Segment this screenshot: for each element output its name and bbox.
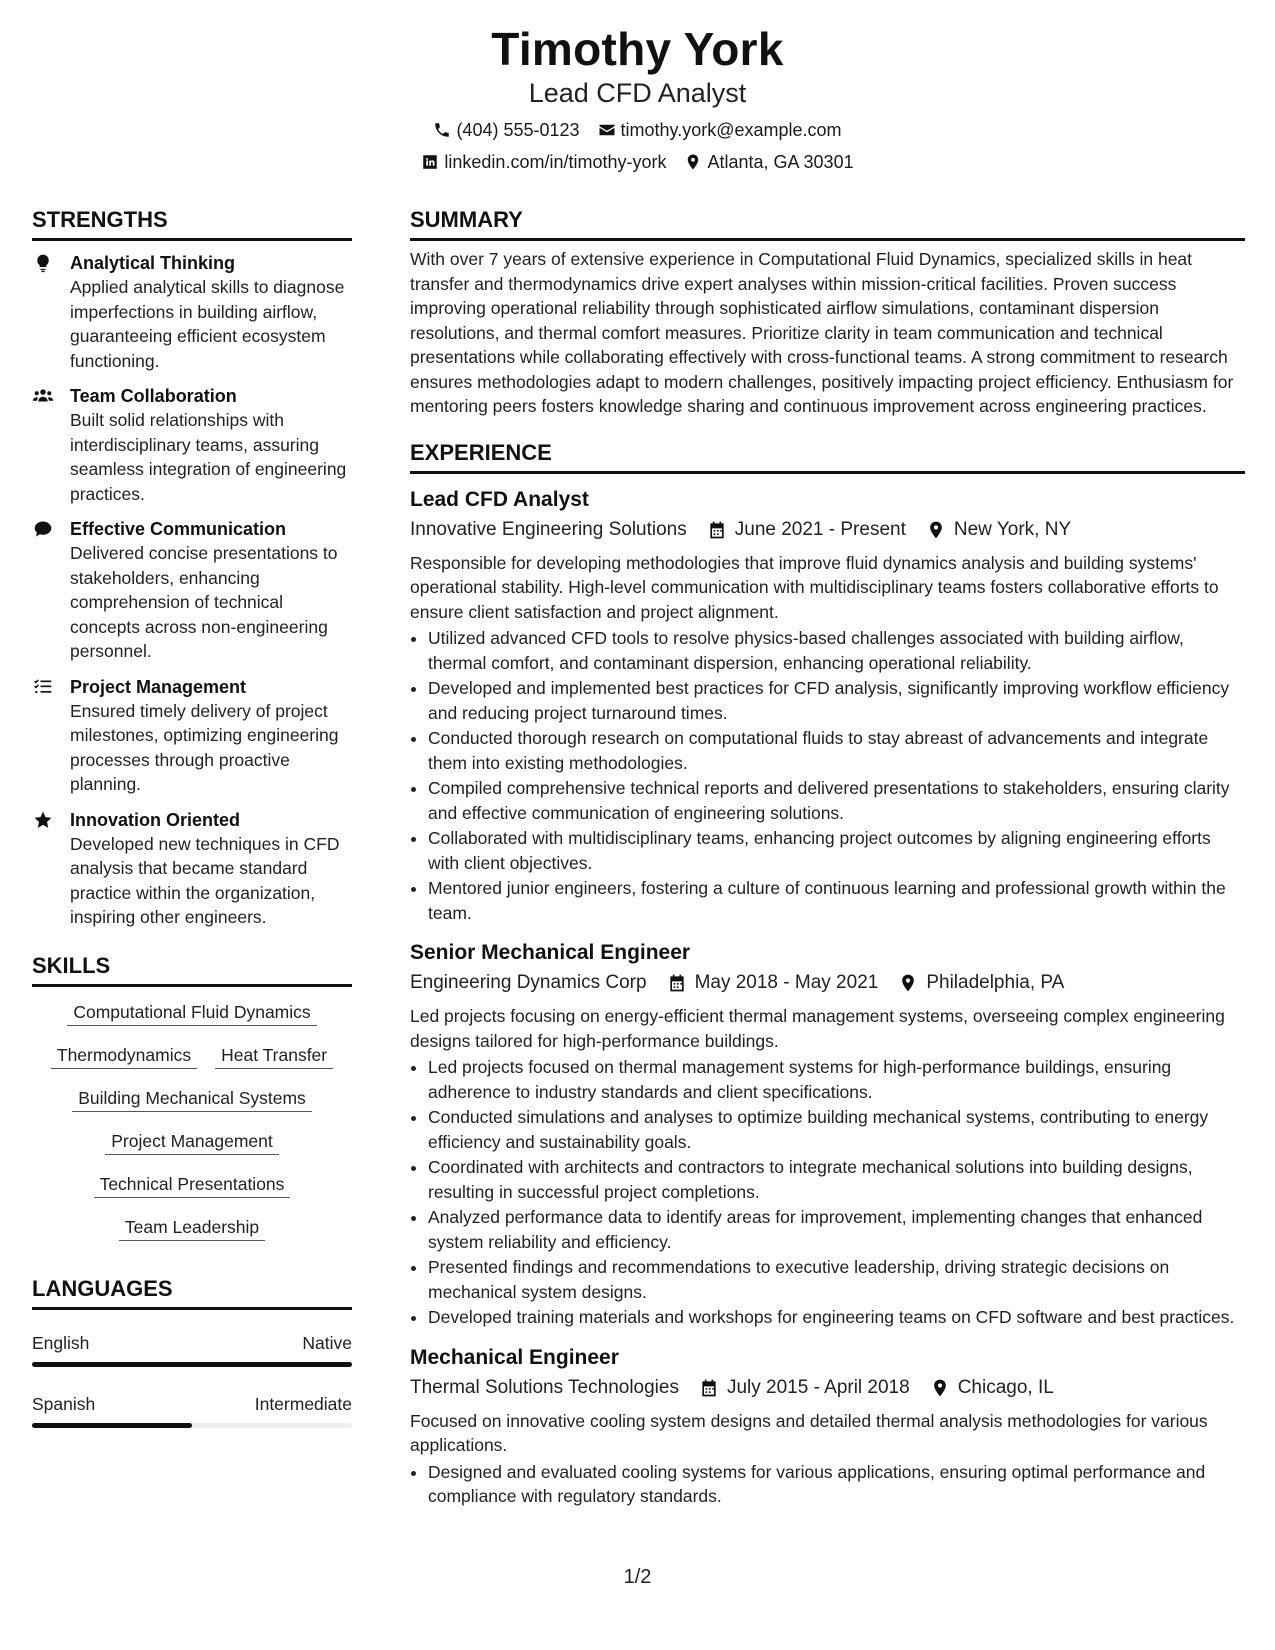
job-bullets: [410, 1055, 1245, 1330]
strength-title: Project Management: [70, 676, 247, 697]
strengths-heading: STRENGTHS: [32, 206, 352, 241]
linkedin-icon: [421, 153, 439, 171]
job-description: Responsible for developing methodologies that improve fluid dynamics analysis and building systems' operational stability. High-level communication with multidisciplinary teams fosters collaborative efforts to ensure client satisfaction and project alignment.: [410, 552, 1219, 622]
candidate-name: Timothy York: [491, 23, 784, 75]
strength-desc: Applied analytical skills to diagnose imperfections in building airflow, guaranteeing efficient ecosystem functioning.: [70, 277, 345, 371]
calendar-icon: [699, 1378, 719, 1398]
job-description: Focused on innovative cooling system designs and detailed thermal analysis methodologies for various applications.: [410, 1410, 1208, 1455]
job-bullet: • Designed and evaluated cooling systems for various applications, ensuring optimal performance and compliance with regulatory standards.: [428, 1460, 1245, 1509]
strength-item: [32, 251, 352, 373]
page-number: 1/2: [623, 1566, 652, 1588]
strength-desc: Ensured timely delivery of project milestones, optimizing engineering processes through proactive planning.: [70, 700, 339, 794]
star-icon: [32, 810, 54, 830]
skill-tag: Computational Fluid Dynamics: [67, 1001, 316, 1026]
language-level: Intermediate: [254, 1393, 352, 1414]
job-bullet: • Analyzed performance data to identify areas for improvement, implementing changes that enhanced system reliability and efficiency.: [428, 1205, 1245, 1254]
skill-tag: Project Management: [105, 1130, 278, 1155]
strengths-list: [32, 251, 352, 930]
strength-item: [32, 517, 352, 664]
job-entry: [410, 486, 1245, 926]
skill-tag: Heat Transfer: [215, 1044, 333, 1069]
job-dates: July 2015 - April 2018: [726, 1376, 910, 1398]
contact-phone: [433, 118, 579, 142]
skill-tag: Thermodynamics: [51, 1044, 197, 1069]
comment-icon: [32, 519, 54, 539]
job-location: New York, NY: [953, 518, 1072, 540]
job-bullet: • Collaborated with multidisciplinary teams, enhancing project outcomes by aligning engineering efforts with client objectives.: [428, 826, 1245, 875]
job-bullets: [410, 1460, 1245, 1509]
job-bullets: [410, 626, 1245, 925]
language-bar-fill: [32, 1362, 352, 1367]
strength-desc: Developed new techniques in CFD analysis that became standard practice within the organization, inspiring other engineers.: [70, 833, 340, 927]
language-item: [32, 1393, 352, 1428]
envelope-icon: [598, 121, 616, 139]
job-bullet: • Mentored junior engineers, fostering a culture of continuous learning and professional growth within the team.: [428, 876, 1245, 925]
strength-item: [32, 675, 352, 797]
contact-location: [684, 150, 853, 174]
strength-item: [32, 384, 352, 506]
job-bullet: • Coordinated with architects and contractors to integrate mechanical solutions into building designs, resulting in successful project completions.: [428, 1155, 1245, 1204]
job-company: Innovative Engineering Solutions: [410, 518, 687, 540]
job-dates: May 2018 - May 2021: [694, 972, 879, 993]
candidate-role: Lead CFD Analyst: [528, 78, 747, 108]
resume-header: [0, 22, 1275, 174]
job-bullet: • Developed and implemented best practices for CFD analysis, significantly improving workflow efficiency and reducing project turnaround times.: [428, 676, 1245, 725]
map-pin-icon: [930, 1378, 950, 1398]
strength-desc: Built solid relationships with interdisciplinary teams, assuring seamless integration of engineering practices.: [70, 410, 347, 504]
job-title: Senior Mechanical Engineer: [410, 941, 691, 964]
calendar-icon: [707, 520, 727, 540]
summary-text: With over 7 years of extensive experience in Computational Fluid Dynamics, specialized skills in heat transfer and thermodynamics drive expert analyses within mission-critical facilities. Proven success improving operational reliability through sophisticated airflow simulations, contaminant dispersion resolutions, and thermal comfort measures. Prioritize clarity in team communication and technical presentations while collaborating effectively with cross-functional teams. A strong commitment to research ensures methodologies adapt to modern challenges, positively impacting project efficiency. Enthusiasm for mentoring peers fosters knowledge sharing and continuous improvement across engineering practices.: [410, 249, 1234, 416]
skills-list: [32, 1001, 352, 1241]
job-bullet: • Led projects focused on thermal management systems for high-performance buildings, ensuring adherence to industry standards and client specifications.: [428, 1055, 1245, 1104]
language-name: English: [32, 1332, 90, 1353]
skills-heading: SKILLS: [32, 952, 352, 987]
phone-text: (404) 555-0123: [456, 120, 580, 140]
strength-title: Analytical Thinking: [70, 253, 236, 273]
job-title: Lead CFD Analyst: [410, 487, 589, 511]
job-meta: [410, 1375, 1245, 1401]
job-bullet: • Utilized advanced CFD tools to resolve physics-based challenges associated with building airflow, thermal comfort, and contaminant dispersion, enhancing operational reliability.: [428, 626, 1245, 675]
skill-row: [32, 1001, 352, 1026]
email-text[interactable]: timothy.york@example.com: [620, 120, 842, 140]
skill-row: [32, 1044, 352, 1069]
job-bullet: • Conducted simulations and analyses to optimize building mechanical systems, contributing to energy efficiency and sustainability goals.: [428, 1105, 1245, 1154]
skill-tag: Technical Presentations: [94, 1173, 291, 1198]
skill-row: [32, 1130, 352, 1155]
experience-heading: EXPERIENCE: [410, 439, 1245, 474]
strength-title: Team Collaboration: [70, 386, 237, 406]
linkedin-text[interactable]: linkedin.com/in/timothy-york: [444, 152, 667, 172]
map-pin-icon: [898, 973, 918, 993]
contact-email[interactable]: [598, 118, 842, 142]
contact-row-2: [0, 150, 1275, 174]
job-meta: [410, 517, 1245, 543]
checklist-icon: [32, 677, 54, 697]
location-text: Atlanta, GA 30301: [707, 152, 854, 172]
job-bullet: • Conducted thorough research on computational fluids to stay abreast of advancements and integrate them into existing methodologies.: [428, 726, 1245, 775]
job-company: Thermal Solutions Technologies: [410, 1376, 679, 1398]
skill-row: [32, 1173, 352, 1198]
job-description: Led projects focusing on energy-efficient thermal management systems, overseeing complex engineering designs tailored for high-performance buildings.: [410, 1006, 1225, 1051]
job-location: Chicago, IL: [957, 1376, 1054, 1398]
experience-list: [410, 486, 1245, 1509]
contact-linkedin[interactable]: [421, 150, 666, 174]
language-bar: [32, 1362, 352, 1367]
job-dates: June 2021 - Present: [734, 518, 906, 540]
job-title: Mechanical Engineer: [410, 1345, 619, 1369]
calendar-icon: [667, 973, 687, 993]
language-level: Native: [302, 1332, 352, 1353]
strength-desc: Delivered concise presentations to stakeholders, enhancing comprehension of technical concepts across non-engineering personnel.: [70, 543, 338, 661]
job-entry: [410, 1344, 1245, 1509]
languages-heading: LANGUAGES: [32, 1275, 352, 1310]
users-icon: [32, 386, 54, 406]
map-pin-icon: [926, 520, 946, 540]
job-bullet: • Compiled comprehensive technical reports and delivered presentations to stakeholders, ensuring clarity and effective communication of engineering solutions.: [428, 776, 1245, 825]
right-column: [410, 206, 1245, 1510]
left-column: [32, 206, 352, 1428]
skill-row: [32, 1216, 352, 1241]
job-bullet: • Presented findings and recommendations to executive leadership, driving strategic decisions on mechanical system designs.: [428, 1255, 1245, 1304]
lightbulb-icon: [32, 253, 54, 273]
map-pin-icon: [684, 153, 702, 171]
job-company: Engineering Dynamics Corp: [410, 972, 647, 993]
job-location: Philadelphia, PA: [926, 972, 1065, 993]
language-name: Spanish: [32, 1393, 96, 1414]
job-bullet: • Developed training materials and workshops for engineering teams on CFD software and best practices.: [428, 1305, 1245, 1330]
strength-title: Innovation Oriented: [70, 809, 241, 830]
job-meta: [410, 970, 1245, 996]
skill-row: [32, 1087, 352, 1112]
phone-icon: [433, 121, 451, 139]
language-bar-fill: [32, 1423, 192, 1428]
skill-tag: Building Mechanical Systems: [72, 1087, 312, 1112]
language-bar: [32, 1423, 352, 1428]
contact-row-1: [0, 118, 1275, 142]
strength-title: Effective Communication: [70, 519, 287, 539]
strength-item: [32, 808, 352, 930]
skill-tag: Team Leadership: [119, 1216, 265, 1241]
job-entry: [410, 939, 1245, 1330]
summary-heading: SUMMARY: [410, 206, 1245, 241]
language-item: [32, 1332, 352, 1367]
